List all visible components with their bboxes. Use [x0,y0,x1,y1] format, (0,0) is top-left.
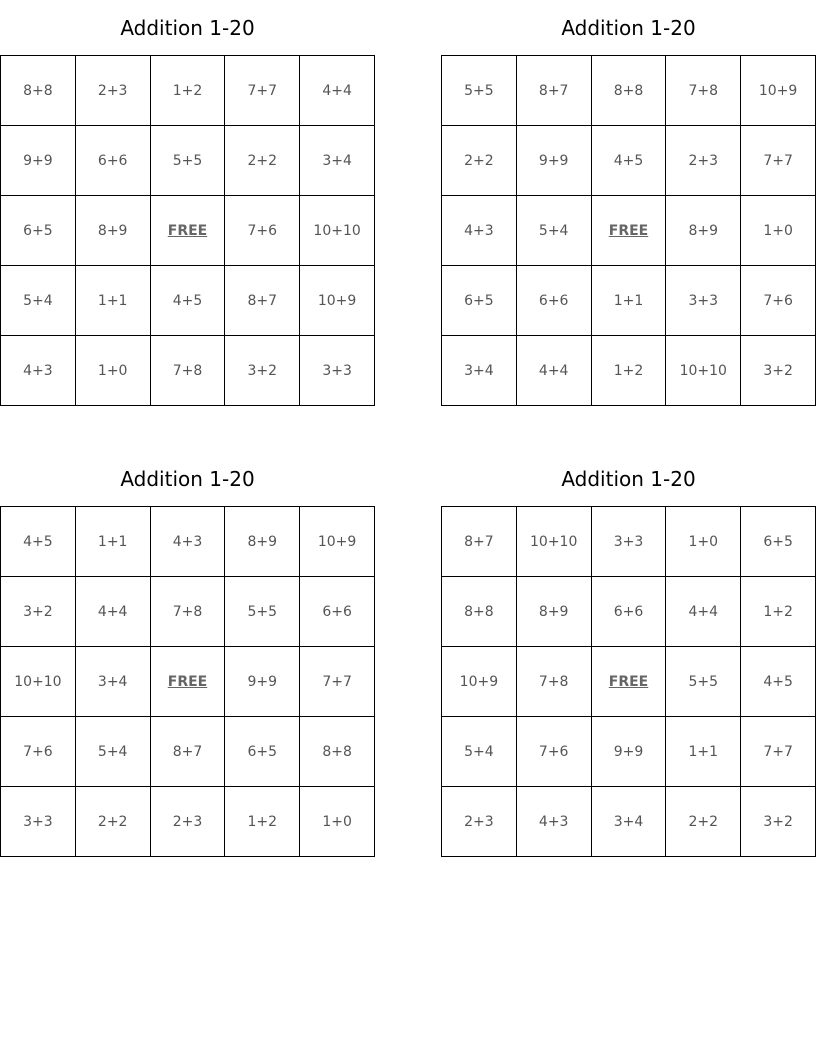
free-space-cell: FREE [592,647,667,717]
bingo-cell: 3+3 [1,787,76,857]
bingo-cell: 8+9 [76,196,151,266]
bingo-cell: 1+0 [741,196,816,266]
bingo-cell: 7+7 [741,126,816,196]
bingo-cell: 1+2 [592,336,667,406]
bingo-cell: 1+0 [666,507,741,577]
bingo-cell: 8+7 [151,717,226,787]
bingo-cell: 6+5 [442,266,517,336]
bingo-grid [441,506,816,857]
bingo-cell: 4+5 [1,507,76,577]
bingo-cell: 7+8 [151,336,226,406]
bingo-grid [0,506,375,857]
bingo-cell: 6+5 [741,507,816,577]
bingo-cell: 5+4 [442,717,517,787]
bingo-cell: 9+9 [1,126,76,196]
bingo-cell: 2+2 [442,126,517,196]
bingo-cell: 7+6 [225,196,300,266]
bingo-cell: 5+5 [151,126,226,196]
bingo-cell: 5+4 [517,196,592,266]
bingo-cell: 5+5 [666,647,741,717]
bingo-cell: 8+7 [442,507,517,577]
free-space-cell: FREE [592,196,667,266]
bingo-cell: 4+3 [442,196,517,266]
bingo-cell: 6+6 [592,577,667,647]
bingo-cell: 1+2 [225,787,300,857]
bingo-cell: 7+6 [1,717,76,787]
bingo-cell: 1+1 [666,717,741,787]
bingo-cell: 2+2 [76,787,151,857]
bingo-cell: 7+7 [300,647,375,717]
bingo-cell: 1+2 [741,577,816,647]
bingo-cell: 1+1 [592,266,667,336]
bingo-cell: 7+8 [151,577,226,647]
bingo-cell: 4+3 [151,507,226,577]
bingo-cell: 10+10 [1,647,76,717]
bingo-cell: 7+7 [741,717,816,787]
bingo-cell: 7+6 [741,266,816,336]
bingo-cell: 5+5 [442,56,517,126]
bingo-cell: 8+9 [225,507,300,577]
bingo-cell: 4+5 [151,266,226,336]
bingo-cell: 2+2 [225,126,300,196]
bingo-cell: 10+9 [741,56,816,126]
bingo-cell: 5+4 [76,717,151,787]
bingo-cell: 3+3 [666,266,741,336]
bingo-cell: 3+4 [300,126,375,196]
card-title: Addition 1-20 [120,467,255,491]
bingo-cell: 1+1 [76,266,151,336]
bingo-cell: 6+6 [300,577,375,647]
bingo-cell: 4+3 [517,787,592,857]
bingo-cell: 2+3 [666,126,741,196]
bingo-cell: 7+8 [517,647,592,717]
bingo-cell: 10+9 [300,507,375,577]
bingo-cell: 7+7 [225,56,300,126]
bingo-cell: 2+3 [76,56,151,126]
bingo-cell: 8+8 [442,577,517,647]
bingo-cell: 3+4 [76,647,151,717]
bingo-cell: 1+0 [300,787,375,857]
bingo-cell: 3+2 [225,336,300,406]
bingo-cell: 10+9 [300,266,375,336]
bingo-cell: 4+4 [517,336,592,406]
bingo-cell: 4+5 [741,647,816,717]
bingo-cell: 8+8 [300,717,375,787]
bingo-cell: 3+3 [592,507,667,577]
bingo-cell: 1+0 [76,336,151,406]
bingo-cell: 4+3 [1,336,76,406]
bingo-cell: 3+2 [741,336,816,406]
bingo-cell: 6+6 [517,266,592,336]
bingo-grid [0,55,375,406]
free-space-cell: FREE [151,647,226,717]
bingo-cell: 9+9 [225,647,300,717]
card-title: Addition 1-20 [120,16,255,40]
bingo-cell: 3+2 [741,787,816,857]
bingo-cell: 10+10 [300,196,375,266]
bingo-cell: 8+8 [592,56,667,126]
bingo-cell: 5+4 [1,266,76,336]
bingo-cell: 7+6 [517,717,592,787]
bingo-cell: 3+3 [300,336,375,406]
bingo-cell: 8+7 [517,56,592,126]
bingo-cell: 6+5 [225,717,300,787]
bingo-cell: 10+10 [666,336,741,406]
bingo-cell: 4+4 [76,577,151,647]
free-space-cell: FREE [151,196,226,266]
bingo-cell: 8+9 [666,196,741,266]
bingo-cell: 4+5 [592,126,667,196]
bingo-cell: 4+4 [300,56,375,126]
bingo-cell: 9+9 [517,126,592,196]
bingo-cell: 6+6 [76,126,151,196]
bingo-cell: 2+3 [151,787,226,857]
bingo-cell: 10+9 [442,647,517,717]
bingo-grid [441,55,816,406]
bingo-cell: 3+2 [1,577,76,647]
bingo-cell: 3+4 [442,336,517,406]
bingo-cell: 10+10 [517,507,592,577]
bingo-cell: 5+5 [225,577,300,647]
bingo-cell: 6+5 [1,196,76,266]
bingo-cell: 8+9 [517,577,592,647]
bingo-cell: 2+3 [442,787,517,857]
bingo-cell: 1+1 [76,507,151,577]
bingo-cell: 8+7 [225,266,300,336]
bingo-cell: 8+8 [1,56,76,126]
bingo-cell: 4+4 [666,577,741,647]
bingo-cell: 9+9 [592,717,667,787]
card-title: Addition 1-20 [561,467,696,491]
bingo-cell: 1+2 [151,56,226,126]
bingo-cell: 3+4 [592,787,667,857]
bingo-cell: 7+8 [666,56,741,126]
card-title: Addition 1-20 [561,16,696,40]
bingo-cell: 2+2 [666,787,741,857]
